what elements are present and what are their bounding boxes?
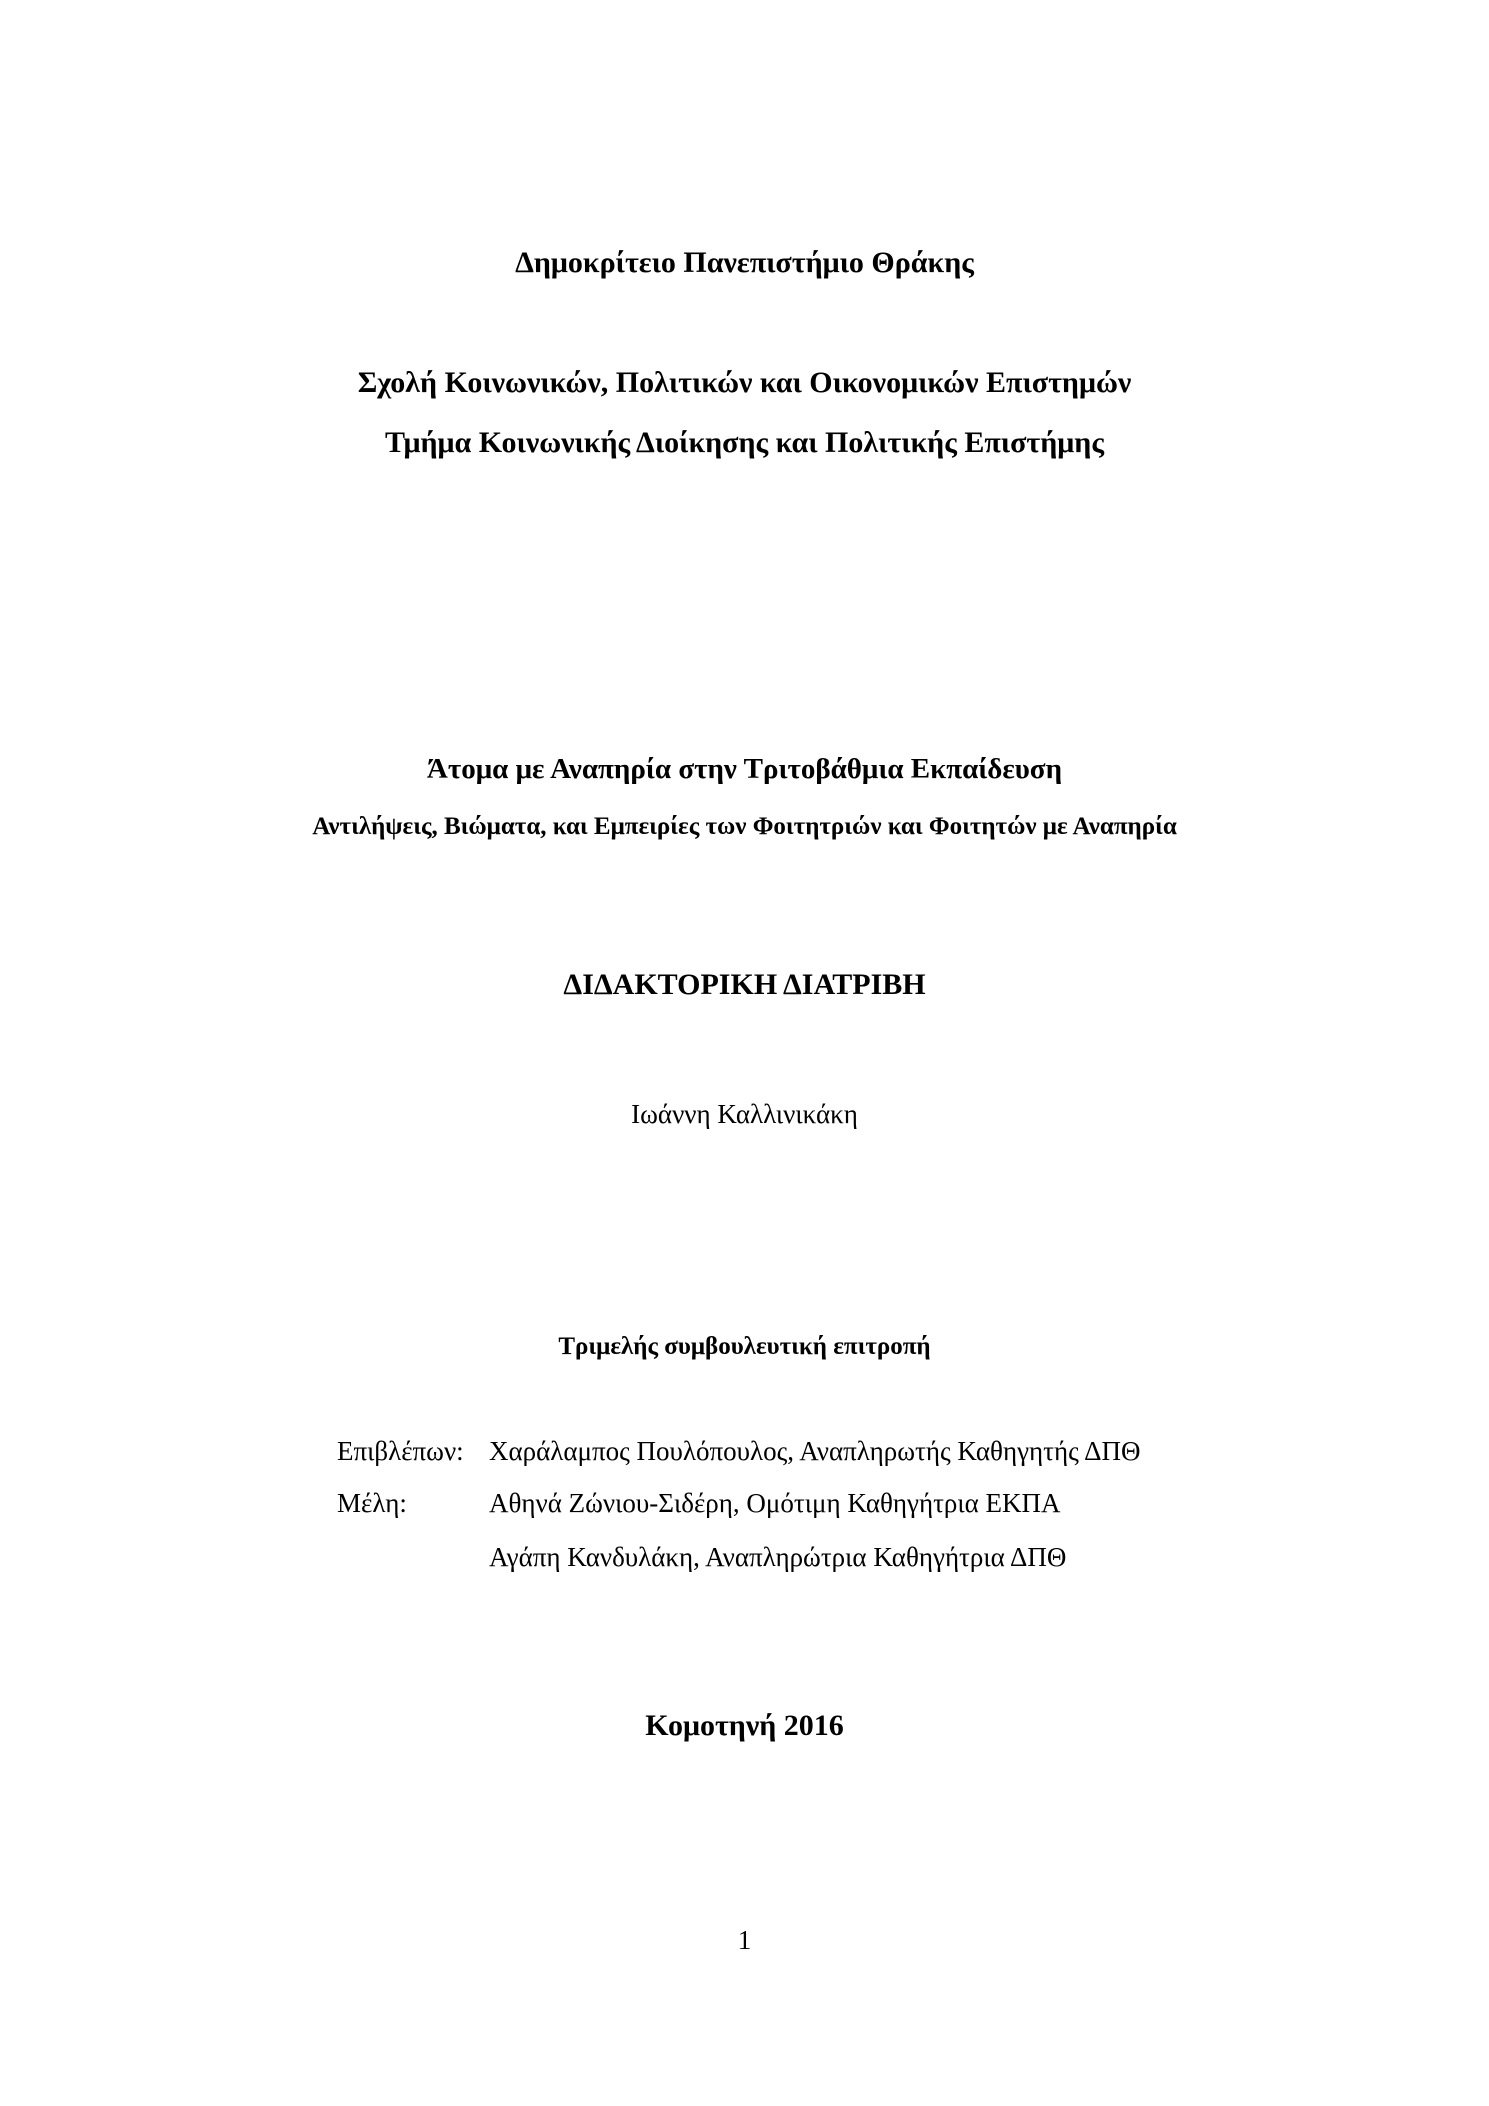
supervisor-name: Χαράλαμπος Πουλόπουλος, Αναπληρωτής Καθηγητής ΔΠΘ [489, 1436, 1141, 1466]
members-label: Μέλη: [337, 1488, 407, 1518]
thesis-title: Άτομα με Αναπηρία στην Τριτοβάθμια Εκπαίδευση [426, 753, 1063, 785]
thesis-type: ΔΙΔΑΚΤΟΡΙΚΗ ΔΙΑΤΡΙΒΗ [563, 968, 926, 1001]
committee-heading: Τριμελής συμβουλευτική επιτροπή [558, 1333, 931, 1360]
committee-member: Αγάπη Κανδυλάκη, Αναπληρώτρια Καθηγήτρια ΔΠΘ [489, 1542, 1067, 1572]
school-name: Σχολή Κοινωνικών, Πολιτικών και Οικονομικών Επιστημών [357, 366, 1132, 399]
department-name: Τμήμα Κοινωνικής Διοίκησης και Πολιτικής Επιστήμης [385, 426, 1104, 459]
thesis-subtitle: Αντιλήψεις, Βιώματα, και Εμπειρίες των Φοιτητριών και Φοιτητών με Αναπηρία [312, 813, 1177, 840]
supervisor-label: Επιβλέπων: [337, 1436, 464, 1466]
page-number: 1 [737, 1925, 752, 1955]
place-year: Κομοτηνή 2016 [645, 1709, 844, 1742]
committee-member: Αθηνά Ζώνιου-Σιδέρη, Ομότιμη Καθηγήτρια ΕΚΠΑ [489, 1488, 1061, 1518]
university-name: Δημοκρίτειο Πανεπιστήμιο Θράκης [515, 246, 974, 279]
author-name: Ιωάννη Καλλινικάκη [631, 1099, 858, 1129]
